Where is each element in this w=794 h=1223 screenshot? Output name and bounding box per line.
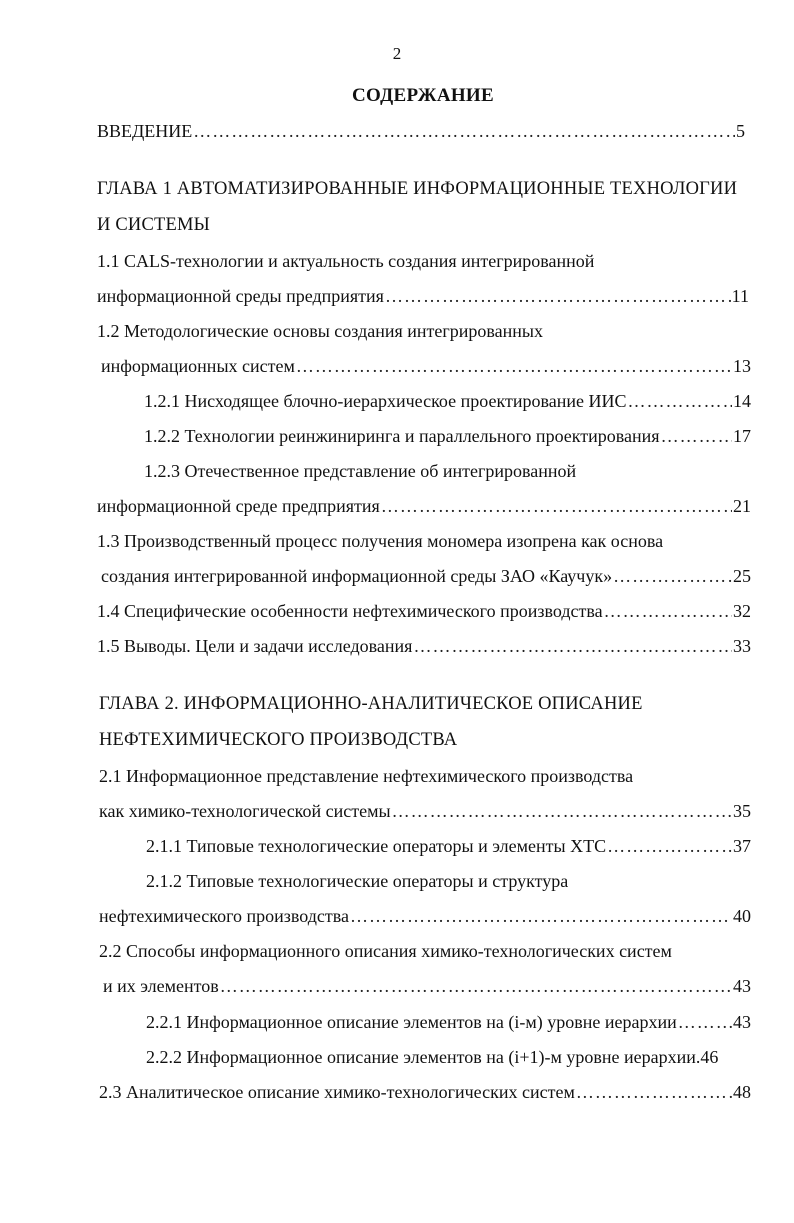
toc-page-number: 32 <box>733 601 751 621</box>
toc-entry-1-2-2[interactable] <box>144 425 751 447</box>
toc-1-2-line1: 1.2 Методологические основы создания интегрированных <box>97 321 544 341</box>
toc-entry-1-1[interactable] <box>97 285 749 307</box>
toc-page-number: 25 <box>733 566 751 586</box>
toc-1-1-line1: 1.1 CALS-технологии и актуальность создания интегрированной <box>97 251 595 271</box>
toc-entry-label: нефтехимического производства <box>99 906 350 926</box>
toc-2-2-line1: 2.2 Способы информационного описания химико-технологических систем <box>99 941 672 961</box>
toc-entry-2-1-2[interactable] <box>99 905 751 927</box>
toc-2-1-2-line1: 2.1.2 Типовые технологические операторы и структура <box>146 871 569 891</box>
toc-entry-label: информационной среды предприятия <box>97 286 384 306</box>
toc-entry-1-5[interactable] <box>97 635 751 657</box>
chapter1-heading-line1: ГЛАВА 1 АВТОМАТИЗИРОВАННЫЕ ИНФОРМАЦИОННЫЕ ТЕХНОЛОГИИ <box>97 179 738 199</box>
chapter2-heading-line2: НЕФТЕХИМИЧЕСКОГО ПРОИЗВОДСТВА <box>99 730 458 750</box>
toc-entry-2-1[interactable] <box>99 800 751 822</box>
toc-page-number: 21 <box>733 496 751 516</box>
toc-leader-dots <box>607 835 732 857</box>
toc-entry-2-2-1[interactable] <box>146 1011 751 1033</box>
toc-page-number: 48 <box>733 1082 751 1102</box>
toc-leader-dots <box>678 1011 732 1033</box>
toc-entry-1-4[interactable] <box>97 600 751 622</box>
toc-entry-label: 2.3 Аналитическое описание химико-технологических систем <box>99 1082 575 1102</box>
toc-entry-label: как химико-технологической системы <box>99 801 391 821</box>
toc-1-2-3-line1: 1.2.3 Отечественное представление об интегрированной <box>144 461 577 481</box>
toc-entry-label: создания интегрированной информационной среды ЗАО «Каучук» <box>101 566 613 586</box>
toc-entry-2-2-2[interactable] <box>146 1046 752 1068</box>
toc-leader-dots <box>385 285 731 307</box>
toc-entry-label: 1.4 Специфические особенности нефтехимического производства <box>97 601 603 621</box>
toc-entry-2-1-1[interactable] <box>146 835 751 857</box>
toc-leader-dots <box>392 800 732 822</box>
toc-leader-dots <box>576 1081 732 1103</box>
toc-entry-label: 1.5 Выводы. Цели и задачи исследования <box>97 636 413 656</box>
toc-leader-dots <box>413 635 732 657</box>
toc-page-number: 13 <box>733 356 751 376</box>
toc-entry-1-3[interactable] <box>101 565 751 587</box>
chapter1-heading-line2: И СИСТЕМЫ <box>97 215 211 235</box>
toc-entry-label: и их элементов <box>103 976 219 996</box>
toc-page-number: 46 <box>700 1047 719 1067</box>
toc-entry-label: 2.2.1 Информационное описание элементов на (i-м) уровне иерархии <box>146 1012 677 1032</box>
page-number: 2 <box>392 44 402 63</box>
toc-1-3-line1: 1.3 Производственный процесс получения мономера изопрена как основа <box>97 531 664 551</box>
toc-entry-label: информационной среде предприятия <box>97 496 380 516</box>
toc-page-number: 40 <box>733 906 751 926</box>
toc-page-number: 17 <box>733 426 751 446</box>
toc-page-number: 14 <box>733 391 751 411</box>
toc-leader-dots <box>296 355 732 377</box>
toc-entry-label: 1.2.1 Нисходящее блочно-иерархическое проектирование ИИС <box>144 391 627 411</box>
toc-leader-dots <box>627 390 732 412</box>
toc-page-number: 43 <box>733 976 751 996</box>
toc-page-number: 33 <box>733 636 751 656</box>
toc-leader-dots <box>661 425 732 447</box>
toc-leader-dots <box>193 120 735 142</box>
toc-entry-1-2-3[interactable] <box>97 495 751 517</box>
page-title: СОДЕРЖАНИЕ <box>352 85 494 106</box>
toc-page-number: 37 <box>733 836 751 856</box>
toc-2-1-line1: 2.1 Информационное представление нефтехимического производства <box>99 766 634 786</box>
toc-page-number: 5 <box>736 121 745 141</box>
toc-entry-label: 2.2.2 Информационное описание элементов на (i+1)-м уровне иерархии. <box>146 1047 701 1067</box>
toc-leader-dots <box>381 495 732 517</box>
chapter2-heading-line1: ГЛАВА 2. ИНФОРМАЦИОННО-АНАЛИТИЧЕСКОЕ ОПИСАНИЕ <box>99 694 643 714</box>
toc-entry-label: 1.2.2 Технологии реинжиниринга и параллельного проектирования <box>144 426 660 446</box>
toc-entry-label: информационных систем <box>101 356 295 376</box>
toc-page-number: 35 <box>733 801 751 821</box>
toc-entry-2-3[interactable] <box>99 1081 751 1103</box>
toc-leader-dots <box>604 600 732 622</box>
toc-entry-label: ВВЕДЕНИЕ <box>97 121 193 141</box>
toc-page-number: 43 <box>733 1012 751 1032</box>
toc-entry-2-2[interactable] <box>103 975 751 997</box>
toc-leader-dots <box>220 975 732 997</box>
toc-leader-dots <box>613 565 732 587</box>
toc-entry-label: 2.1.1 Типовые технологические операторы и элементы ХТС <box>146 836 607 856</box>
toc-leader-dots <box>350 905 732 927</box>
toc-page-number: 11 <box>731 286 749 306</box>
toc-entry-intro[interactable] <box>97 120 745 142</box>
toc-entry-1-2-1[interactable] <box>144 390 751 412</box>
toc-entry-1-2[interactable] <box>101 355 751 377</box>
